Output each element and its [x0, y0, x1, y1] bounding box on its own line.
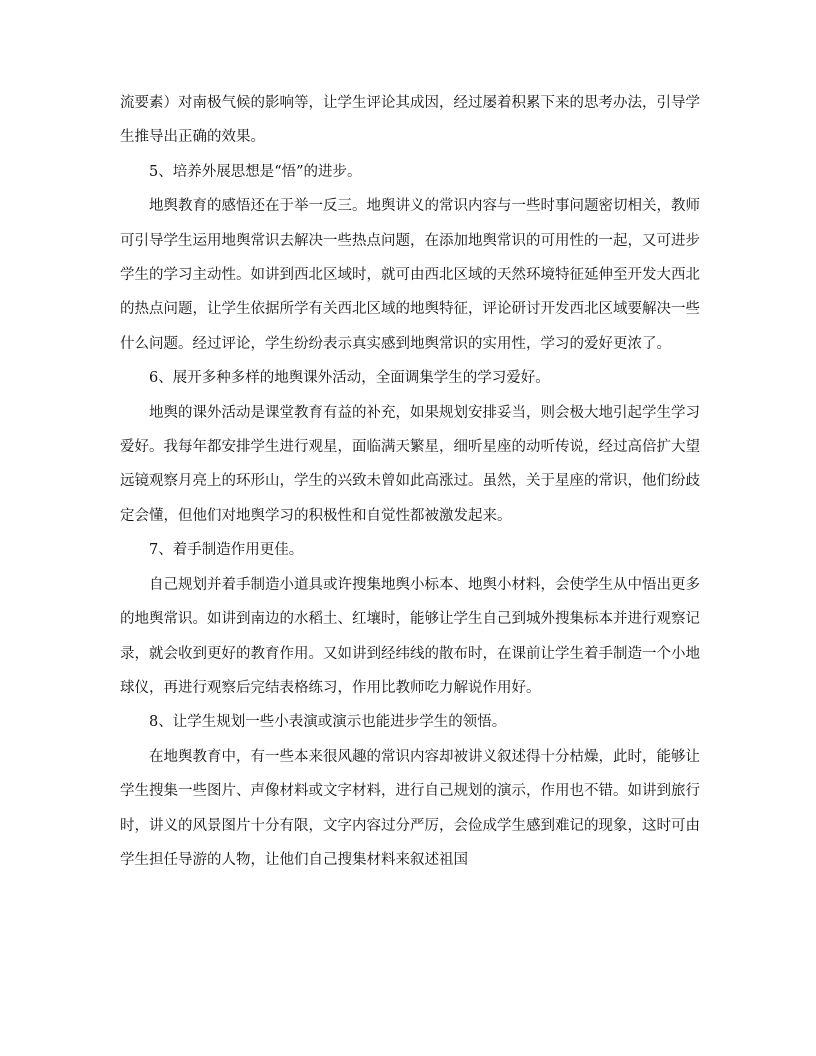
paragraph-item-7: 自己规划并着手制造小道具或许搜集地舆小标本、地舆小材料，会使学生从中悟出更多的地舆常识。如讲到南边的水稻土、红壤时，能够让学生自己到城外搜集标本并进行观察记录，就会收到更好的教育作用。又如讲到经纬线的散布时，在课前让学生着手制造一个小地球仪，再进行观察后完结表格练习，作用比教师吃力解说作用好。: [120, 576, 700, 696]
heading-item-8: 8、让学生规划一些小表演或演示也能进步学生的领悟。: [149, 714, 507, 731]
paragraph-item-8: 在地舆教育中，有一些本来很风趣的常识内容却被讲义叙述得十分枯燥，此时，能够让学生搜集一些图片、声像材料或文字材料，进行自己规划的演示，作用也不错。如讲到旅行时，讲义的风景图片十分有限，文字内容过分严厉，会俭成学生感到难记的现象，这时可由学生担任导游的人物，让他们自己搜集材料来叙述祖国: [120, 748, 700, 868]
paragraph-item-5: 地舆教育的感悟还在于举一反三。地舆讲义的常识内容与一些时事问题密切相关，教师可引导学生运用地舆常识去解决一些热点问题，在添加地舆常识的可用性的一起，又可进步学生的学习主动性。如讲到西北区域时，就可由西北区域的天然环境特征延伸至开发大西北的热点问题，让学生依据所学有关西北区域的地舆特征，评论研讨开发西北区域要解决一些什么问题。经过评论，学生纷纷表示真实感到地舆常识的实用性，学习的爱好更浓了。: [120, 198, 700, 352]
paragraph-continuation: 流要素）对南极气候的影响等，让学生评论其成因，经过屡着积累下来的思考办法，引导学生推导出正确的效果。: [120, 95, 700, 146]
paragraph-item-6: 地舆的课外活动是课堂教育有益的补充，如果规划安排妥当，则会极大地引起学生学习爱好。我每年都安排学生进行观星，面临满天繁星，细听星座的动听传说，经过高倍扩大望远镜观察月亮上的环形山，学生的兴致未曾如此高涨过。虽然，关于星座的常识，他们纷歧定会懂，但他们对地舆学习的积极性和自觉性都被激发起来。: [120, 404, 700, 524]
heading-item-5: 5、培养外展思想是“悟”的进步。: [149, 163, 362, 180]
heading-item-6: 6、展开多种多样的地舆课外活动，全面调集学生的学习爱好。: [149, 370, 550, 387]
body-text: [120, 86, 700, 877]
heading-item-7: 7、着手制造作用更佳。: [149, 542, 304, 559]
